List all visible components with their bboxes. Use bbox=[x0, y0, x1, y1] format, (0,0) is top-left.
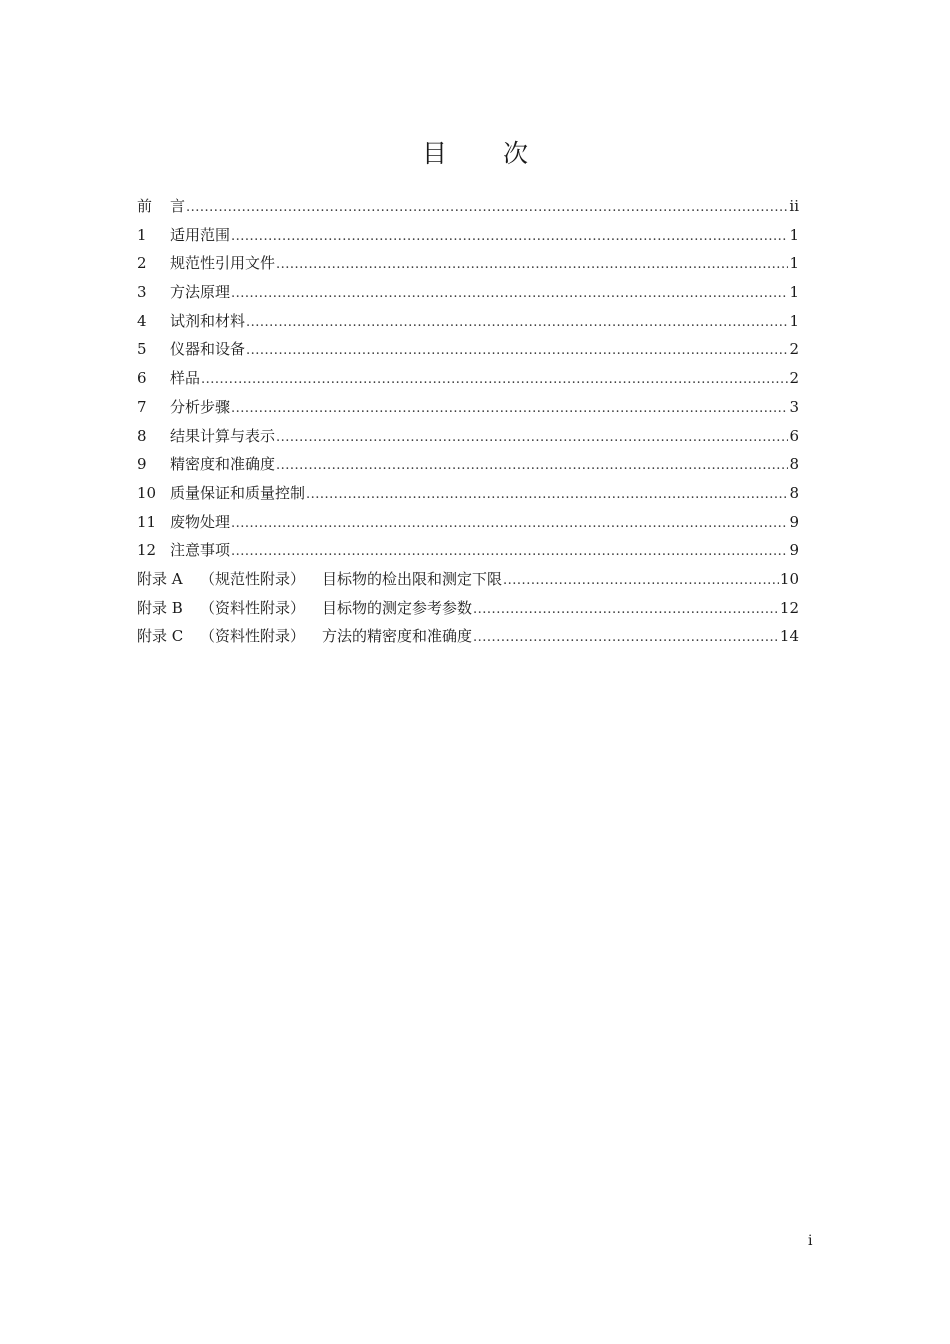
toc-entry-number: 12 bbox=[137, 541, 157, 560]
toc-entry-page: 14 bbox=[779, 627, 799, 646]
toc-entry-page: 2 bbox=[789, 369, 799, 388]
toc-dot-leader bbox=[276, 430, 788, 445]
toc-entry-page: 3 bbox=[789, 397, 799, 416]
toc-dot-leader bbox=[503, 573, 779, 588]
toc-entry-appendix-type: （规范性附录） bbox=[200, 569, 306, 588]
toc-entry-9[interactable] bbox=[137, 453, 799, 482]
toc-dot-leader bbox=[246, 315, 788, 330]
toc-dot-leader bbox=[231, 544, 788, 559]
toc-entry-appendix-a[interactable] bbox=[137, 568, 799, 597]
toc-entry-title: 样品 bbox=[170, 369, 201, 388]
toc-dot-leader bbox=[231, 401, 788, 416]
toc-entry-title: 适用范围 bbox=[170, 225, 231, 244]
toc-entry-page: 10 bbox=[779, 569, 799, 588]
toc-entry-page: 9 bbox=[789, 541, 799, 560]
toc-entry-title: 结果计算与表示 bbox=[170, 426, 276, 445]
toc-entry-page: 8 bbox=[789, 455, 799, 474]
toc-entry-page: 6 bbox=[789, 426, 799, 445]
toc-entry-title: 方法的精密度和准确度 bbox=[322, 627, 473, 646]
toc-entry-11[interactable] bbox=[137, 511, 799, 540]
toc-entry-number: 5 bbox=[137, 340, 147, 359]
toc-entry-title: 仪器和设备 bbox=[170, 340, 246, 359]
toc-entry-appendix-c[interactable] bbox=[137, 625, 799, 654]
toc-entry-page: 9 bbox=[789, 512, 799, 531]
toc-dot-leader bbox=[306, 487, 788, 502]
toc-entry-title: 目标物的测定参考参数 bbox=[322, 598, 473, 617]
toc-entry-title: 精密度和准确度 bbox=[170, 455, 276, 474]
toc-entry-page: 12 bbox=[779, 598, 799, 617]
toc-entry-number: 8 bbox=[137, 426, 147, 445]
toc-entry-title: 废物处理 bbox=[170, 512, 231, 531]
toc-entry-page: 2 bbox=[789, 340, 799, 359]
toc-entry-page: 1 bbox=[789, 225, 799, 244]
toc-entry-appendix-type: （资料性附录） bbox=[200, 598, 306, 617]
toc-entry-number: 9 bbox=[137, 455, 147, 474]
toc-entry-2[interactable] bbox=[137, 252, 799, 281]
toc-dot-leader bbox=[276, 257, 788, 272]
toc-entry-5[interactable] bbox=[137, 338, 799, 367]
toc-entry-1[interactable] bbox=[137, 224, 799, 253]
toc-entry-4[interactable] bbox=[137, 310, 799, 339]
toc-entry-8[interactable] bbox=[137, 425, 799, 454]
toc-entry-appendix-type: （资料性附录） bbox=[200, 627, 306, 646]
toc-entry-number: 2 bbox=[137, 254, 147, 273]
toc-dot-leader bbox=[186, 200, 788, 215]
toc-entry-number: 附录 B bbox=[137, 598, 183, 617]
toc-dot-leader bbox=[201, 372, 788, 387]
toc-entry-preface[interactable] bbox=[137, 195, 799, 224]
toc-entry-7[interactable] bbox=[137, 396, 799, 425]
toc-entry-title: 注意事项 bbox=[170, 541, 231, 560]
toc-entry-number: 11 bbox=[137, 512, 157, 531]
toc-entry-title: 质量保证和质量控制 bbox=[170, 483, 306, 502]
toc-entry-page: ii bbox=[789, 197, 799, 215]
toc-dot-leader bbox=[231, 286, 788, 301]
toc-entry-page: 1 bbox=[789, 283, 799, 302]
toc-dot-leader bbox=[246, 343, 788, 358]
toc-dot-leader bbox=[473, 602, 779, 617]
toc-entry-10[interactable] bbox=[137, 482, 799, 511]
toc-entry-page: 1 bbox=[789, 311, 799, 330]
toc-entry-6[interactable] bbox=[137, 367, 799, 396]
toc-entry-number: 附录 C bbox=[137, 627, 184, 646]
table-of-contents bbox=[137, 195, 799, 654]
toc-entry-number: 1 bbox=[137, 225, 147, 244]
toc-entry-number: 10 bbox=[137, 483, 157, 502]
toc-entry-12[interactable] bbox=[137, 539, 799, 568]
toc-entry-appendix-b[interactable] bbox=[137, 597, 799, 626]
toc-entry-number: 4 bbox=[137, 311, 147, 330]
toc-entry-title: 规范性引用文件 bbox=[170, 254, 276, 273]
toc-dot-leader bbox=[276, 458, 788, 473]
toc-entry-title: 分析步骤 bbox=[170, 397, 231, 416]
toc-entry-page: 1 bbox=[789, 254, 799, 273]
toc-entry-title: 方法原理 bbox=[170, 283, 231, 302]
toc-entry-3[interactable] bbox=[137, 281, 799, 310]
toc-entry-number: 前 bbox=[137, 197, 153, 215]
page-title: 目 次 bbox=[422, 139, 552, 168]
page-number: i bbox=[808, 1233, 813, 1249]
toc-entry-number: 附录 A bbox=[137, 569, 183, 588]
toc-entry-title: 目标物的检出限和测定下限 bbox=[322, 569, 503, 588]
toc-entry-title: 言 bbox=[170, 197, 186, 215]
toc-entry-number: 3 bbox=[137, 283, 147, 302]
toc-dot-leader bbox=[231, 516, 788, 531]
toc-entry-title: 试剂和材料 bbox=[170, 311, 246, 330]
toc-entry-number: 7 bbox=[137, 397, 147, 416]
toc-dot-leader bbox=[473, 630, 779, 645]
toc-entry-page: 8 bbox=[789, 483, 799, 502]
toc-dot-leader bbox=[231, 229, 788, 244]
toc-entry-number: 6 bbox=[137, 369, 147, 388]
